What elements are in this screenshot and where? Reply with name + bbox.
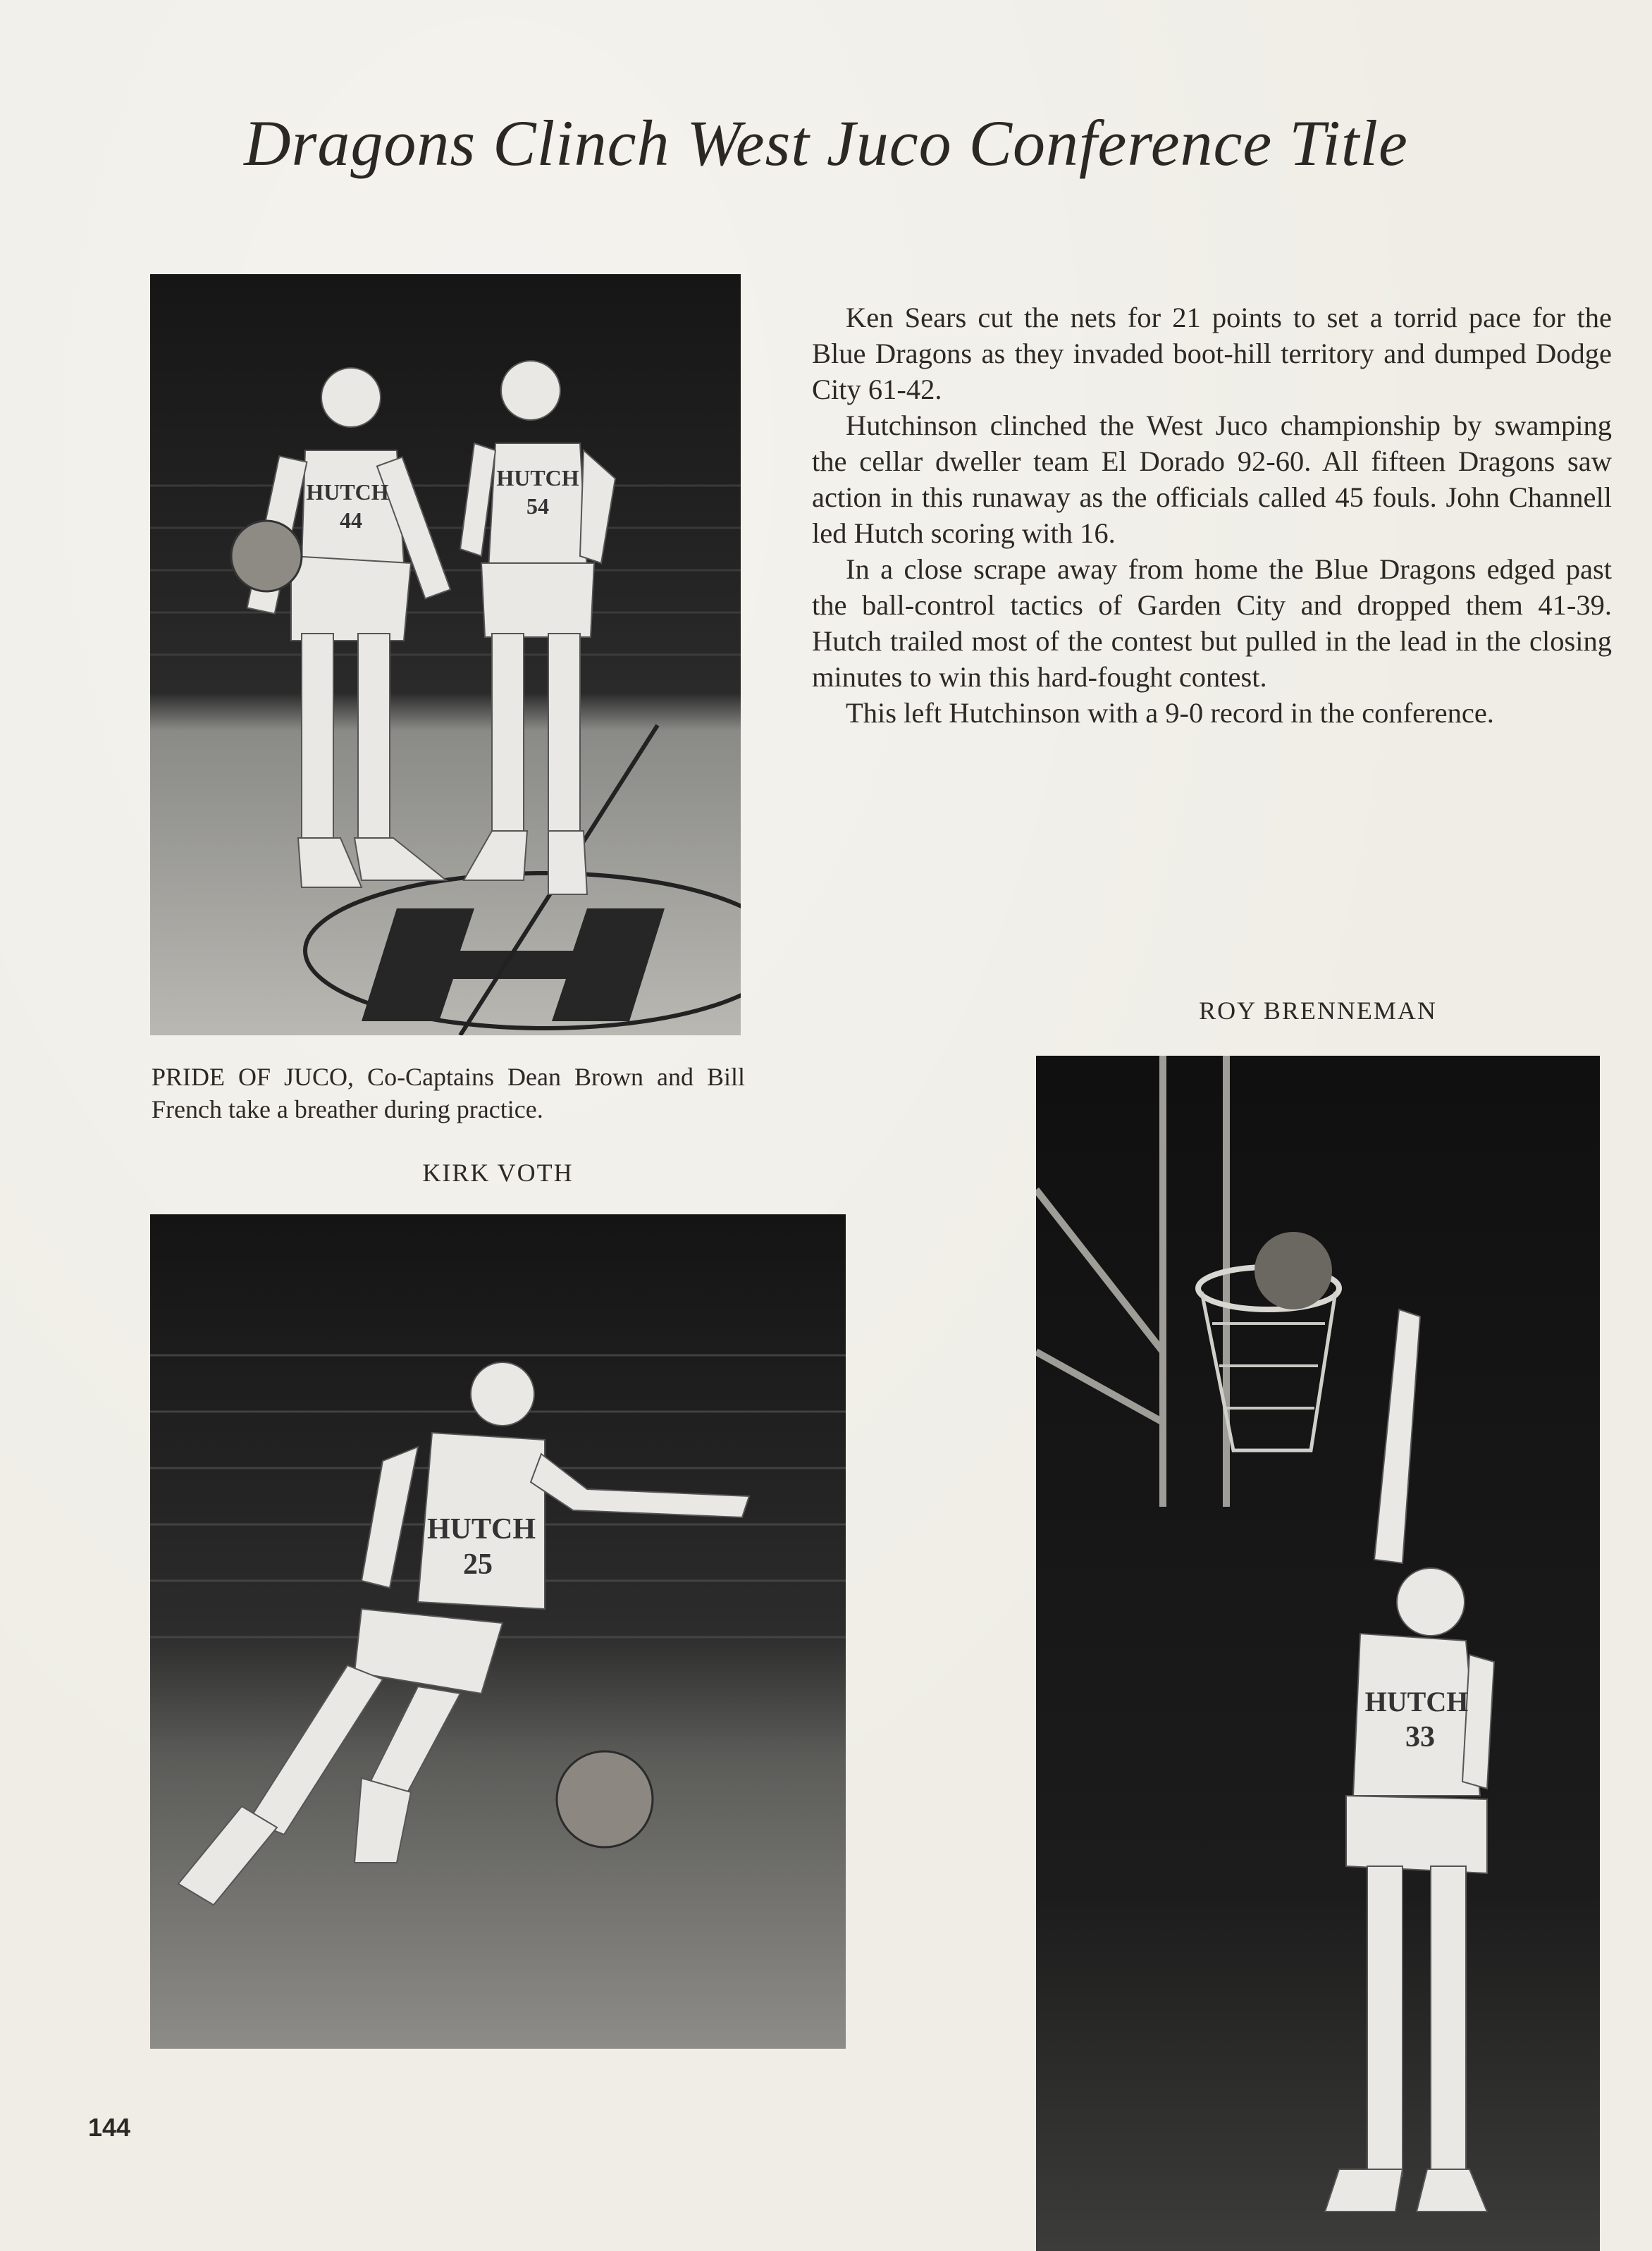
brenneman-name-label: ROY BRENNEMAN — [1199, 997, 1437, 1025]
roy-brenneman-image — [1036, 1056, 1600, 2251]
voth-jersey-text: HUTCH — [426, 1513, 536, 1546]
co-captains-image — [150, 274, 741, 1035]
kirk-voth-image — [150, 1214, 846, 2049]
photo-roy-brenneman — [1036, 1056, 1600, 2251]
left-jersey-number: 44 — [340, 507, 362, 533]
right-jersey-number: 54 — [526, 493, 549, 519]
voth-name-label: KIRK VOTH — [422, 1159, 574, 1187]
voth-jersey-number: 25 — [463, 1548, 493, 1581]
brenneman-jersey-number: 33 — [1405, 1721, 1435, 1753]
photo-kirk-voth — [150, 1214, 846, 2049]
left-jersey-text: HUTCH — [306, 479, 389, 505]
co-captains-caption: PRIDE OF JUCO, Co-Captains Dean Brown and Bill French take a breather during practice. — [152, 1063, 745, 1123]
photo-co-captains — [150, 274, 741, 1035]
article-paragraph: This left Hutchinson with a 9-0 record in the conference. — [846, 697, 1494, 729]
article-paragraph: In a close scrape away from home the Blue Dragons edged past the ball-control tactics of Garden City and dropped them 41-39. Hutch trailed most of the contest but pulled in the lead in the closing minutes to win this hard-fought contest. — [812, 553, 1612, 693]
brenneman-jersey-text: HUTCH — [1364, 1686, 1469, 1717]
right-jersey-text: HUTCH — [496, 465, 579, 491]
page-title: Dragons Clinch West Juco Conference Title — [244, 107, 1408, 179]
article-paragraph: Ken Sears cut the nets for 21 points to set a torrid pace for the Blue Dragons as they invaded boot-hill territory and dumped Dodge City 61-42. — [812, 302, 1612, 405]
article-body — [812, 300, 1612, 731]
article-paragraph: Hutchinson clinched the West Juco championship by swamping the cellar dweller team El Dorado 92-60. All fifteen Dragons saw action in this runaway as the officials called 45 fouls. John Channell led Hutch scoring with 16. — [812, 409, 1612, 549]
page-number: 144 — [88, 2113, 131, 2142]
